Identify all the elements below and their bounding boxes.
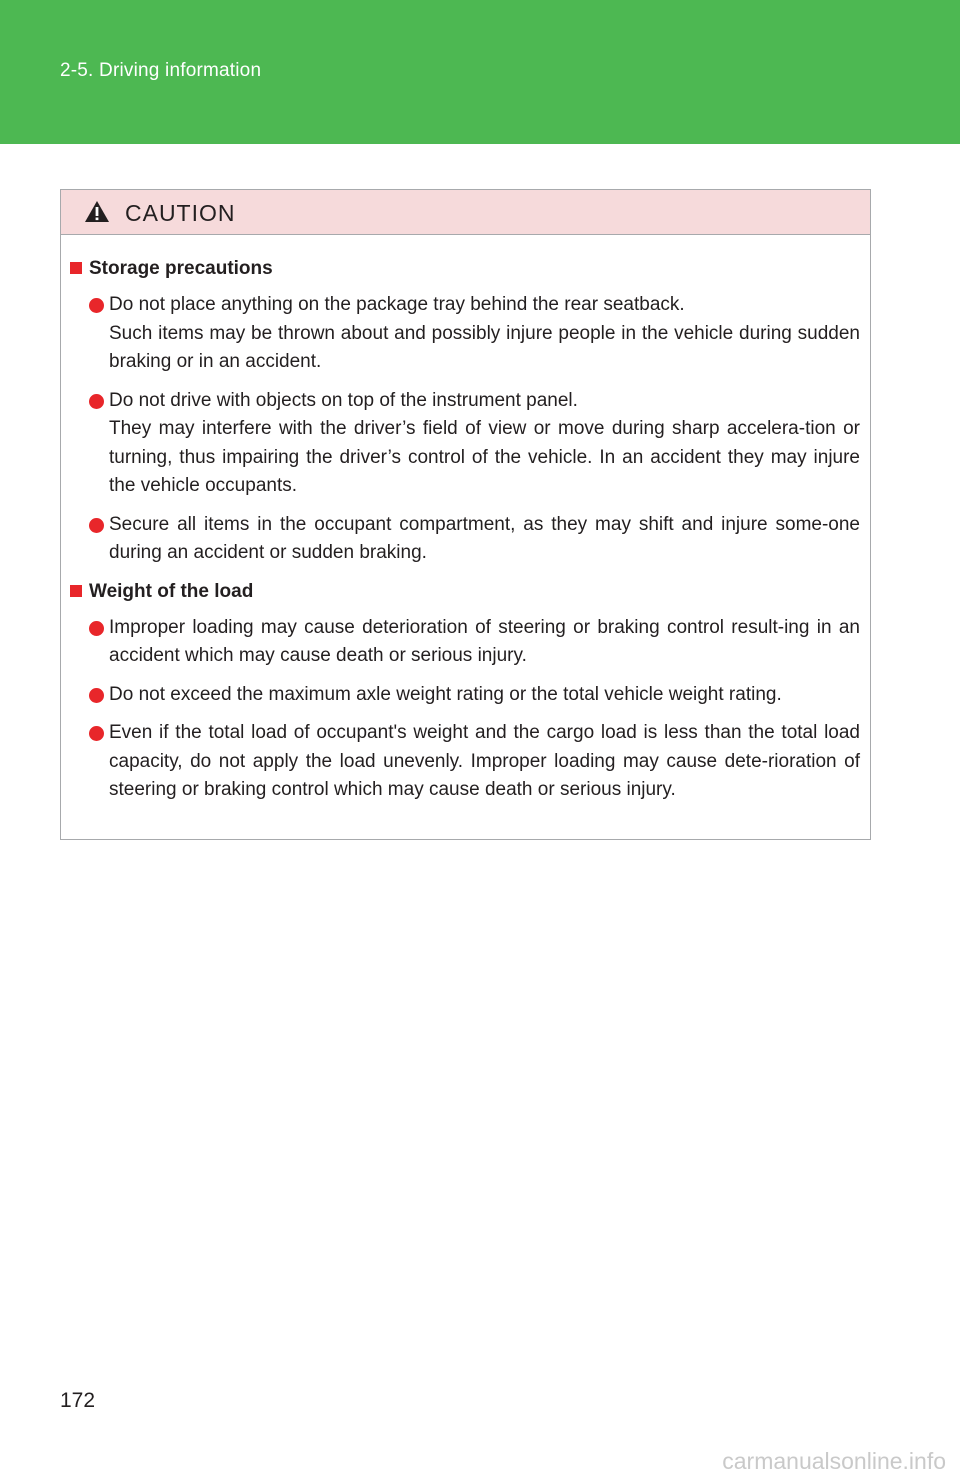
red-dot-icon [89,719,109,747]
red-dot-icon [89,291,109,319]
item-line: Do not exceed the maximum axle weight rating or the total vehicle weight rating. [109,683,782,705]
section-heading [70,255,860,283]
item-line: Do not place anything on the package tray behind the rear seatback. [109,294,685,315]
list-item [70,511,860,568]
list-item-text [109,291,860,377]
list-item-text [109,681,860,710]
header-band [0,0,960,144]
item-line: They may interfere with the driver’s field of view or move during sharp accelera-tion or turning, thus impairing the driver’s control of the vehicle. In an accident they may injure the vehicle occupants. [109,418,860,496]
item-line: Such items may be thrown about and possibly injure people in the vehicle during sudden braking or in an accident. [109,322,860,372]
list-item-text [109,511,860,568]
section-title: 2-5. Driving information [60,60,262,81]
red-dot-icon [89,387,109,415]
red-dot-icon [89,511,109,539]
item-line: Secure all items in the occupant compartment, as they may shift and injure some-one during an accident or sudden braking. [109,513,860,563]
section-heading [70,578,860,606]
list-item-text [109,719,860,805]
page-number: 172 [60,1389,96,1412]
warning-triangle-icon [84,200,110,223]
caution-body [61,235,870,805]
item-line: Do not drive with objects on top of the instrument panel. [109,389,578,411]
red-dot-icon [89,614,109,642]
list-item [70,291,860,377]
list-item-text [109,387,860,501]
red-square-icon [70,262,82,274]
list-item [70,719,860,805]
caution-header [61,190,870,235]
list-item [70,681,860,710]
caution-box [60,189,871,840]
item-line: Even if the total load of occupant's weight and the cargo load is less than the total load capacity, do not apply the load unevenly. Improper loading may cause dete-rioration of steering or braking control which may cause death or serious injury. [109,722,860,800]
list-item [70,614,860,671]
section-heading-text: Weight of the load [89,580,254,602]
red-square-icon [70,585,82,597]
caution-title: CAUTION [125,200,236,226]
list-item-text [109,614,860,671]
section-heading-text: Storage precautions [89,258,273,279]
watermark: carmanualsonline.info [722,1448,946,1474]
list-item [70,387,860,501]
red-dot-icon [89,681,109,709]
item-line: Improper loading may cause deterioration of steering or braking control result-ing in an accident which may cause death or serious injury. [109,616,860,666]
